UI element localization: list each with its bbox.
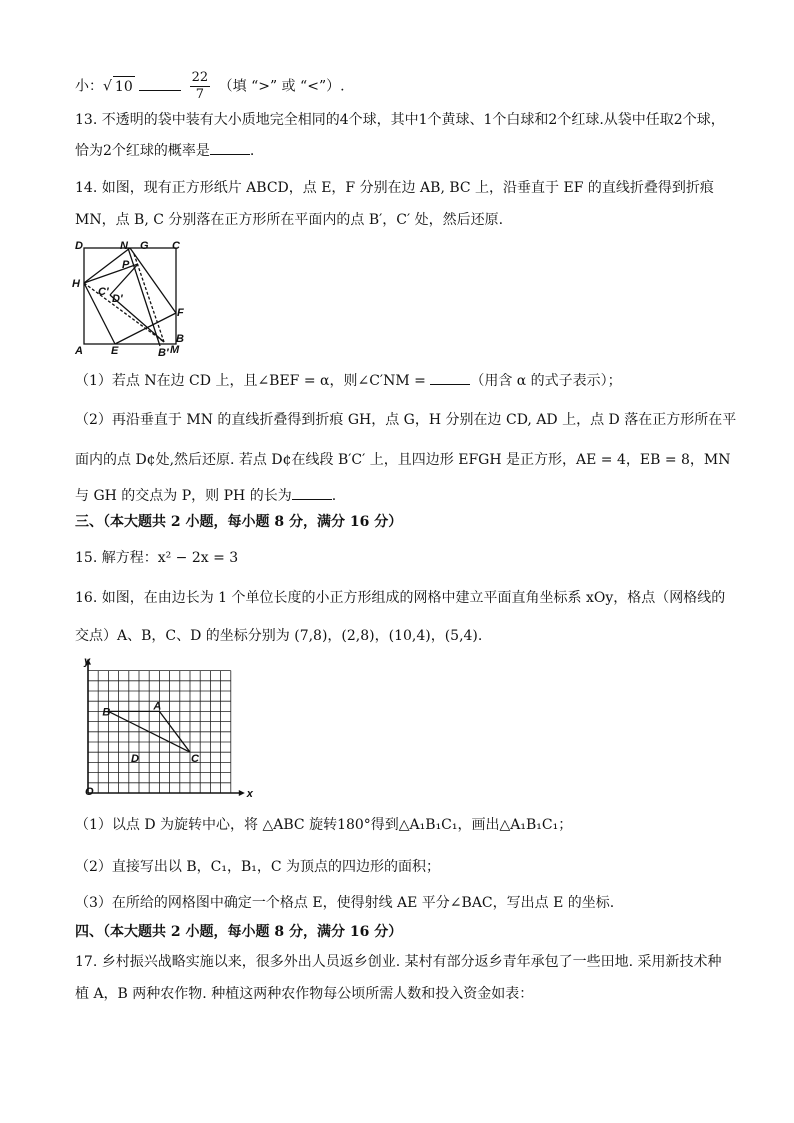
q14-part2-line2: 面内的点 D¢处,然后还原. 若点 D¢在线段 B′C′ 上，且四边形 EFGH 是正方形，AE = 4，EB = 8，MN xyxy=(75,452,731,468)
x-axis-arrow xyxy=(239,790,245,796)
q16-part3: （3）在所给的网格图中确定一个格点 E，使得射线 AE 平分∠BAC，写出点 E 的坐标. xyxy=(75,895,615,911)
answer-blank-12[interactable] xyxy=(139,76,181,91)
q16-part2: （2）直接写出以 B，C₁，B₁，C 为顶点的四边形的面积； xyxy=(75,859,441,875)
q13-line1: 13. 不透明的袋中装有大小质地完全相同的4个球，其中1个黄球、1个白球和2个红球.从袋中任取2个球， xyxy=(75,112,725,128)
label-N: N xyxy=(120,240,128,252)
q16-part1: （1）以点 D 为旋转中心，将 △ABC 旋转180°得到△A₁B₁C₁，画出△A₁B₁C₁； xyxy=(75,817,573,833)
label-C1: C′ xyxy=(98,286,109,298)
q14-part1: （1）若点 N在边 CD 上，且∠BEF = α，则∠C′NM = （用含 α 的式子表示）； xyxy=(75,370,622,391)
q16-line2: 交点）A、B，C、D 的坐标分别为 (7,8)，(2,8)，(10,4)，(5,4). xyxy=(75,628,483,644)
q17-line1: 17. 乡村振兴战略实施以来，很多外出人员返乡创业. 某村有部分返乡青年承包了一些田地. 采用新技术种 xyxy=(75,954,722,970)
label-x-axis: x xyxy=(246,788,253,800)
label-point-A: A xyxy=(153,700,162,713)
q14-part2-line1: （2）再沿垂直于 MN 的直线折叠得到折痕 GH，点 G，H 分别在边 CD, AD 上，点 D 落在正方形所在平 xyxy=(75,412,737,428)
folding-square-figure xyxy=(70,240,190,360)
q14-part2-line3: 与 GH 的交点为 P，则 PH 的长为 . xyxy=(75,485,336,506)
q14-line1: 14. 如图，现有正方形纸片 ABCD，点 E，F 分别在边 AB, BC 上，沿垂直于 EF 的直线折叠得到折痕 xyxy=(75,180,714,196)
label-H: H xyxy=(72,278,80,290)
label-P: P xyxy=(122,259,130,271)
label-D1: D′ xyxy=(112,293,123,305)
sqrt-symbol: √ xyxy=(103,78,112,95)
label-E: E xyxy=(111,345,119,357)
label-M: M xyxy=(170,344,180,356)
q14-line2: MN，点 B, C 分别落在正方形所在平面内的点 B′，C′ 处，然后还原. xyxy=(75,212,504,228)
label-point-D: D xyxy=(131,753,139,766)
label-G: G xyxy=(140,240,149,252)
label-A: A xyxy=(75,345,83,357)
label-point-C: C xyxy=(191,753,199,766)
label-B1: B′ xyxy=(158,347,169,359)
label-origin: O xyxy=(85,786,94,798)
label-point-B: B xyxy=(102,706,111,719)
q12-suffix: （填 “>” 或 “<”）. xyxy=(218,78,345,95)
q16-line1: 16. 如图，在由边长为 1 个单位长度的小正方形组成的网格中建立平面直角坐标系 xOy，格点（网格线的 xyxy=(75,590,726,606)
answer-blank-13[interactable] xyxy=(210,140,250,155)
answer-blank-14-2[interactable] xyxy=(292,485,332,500)
q15-text: 15. 解方程：x² − 2x = 3 xyxy=(75,550,239,566)
q12-prefix: 小： xyxy=(75,78,103,95)
q12-tail-line xyxy=(75,70,345,103)
label-F: F xyxy=(177,307,184,319)
answer-blank-14-1[interactable] xyxy=(430,370,470,385)
label-C: C xyxy=(172,240,180,252)
fraction-22-7: $\frac{22}{7}$ xyxy=(191,70,209,102)
label-D: D xyxy=(75,240,83,252)
sqrt-radicand: 10 xyxy=(113,76,135,97)
label-y-axis: y xyxy=(84,655,91,668)
coordinate-grid-figure xyxy=(70,655,253,805)
q13-line2: 恰为2个红球的概率是 . xyxy=(75,140,254,161)
section-4-title: 四、（本大题共 2 小题，每小题 8 分，满分 16 分） xyxy=(75,924,403,940)
q17-line2: 植 A，B 两种农作物. 种植这两种农作物每公顷所需人数和投入资金如表： xyxy=(75,986,534,1002)
section-3-title: 三、（本大题共 2 小题，每小题 8 分，满分 16 分） xyxy=(75,514,403,530)
label-B: B xyxy=(176,333,184,345)
